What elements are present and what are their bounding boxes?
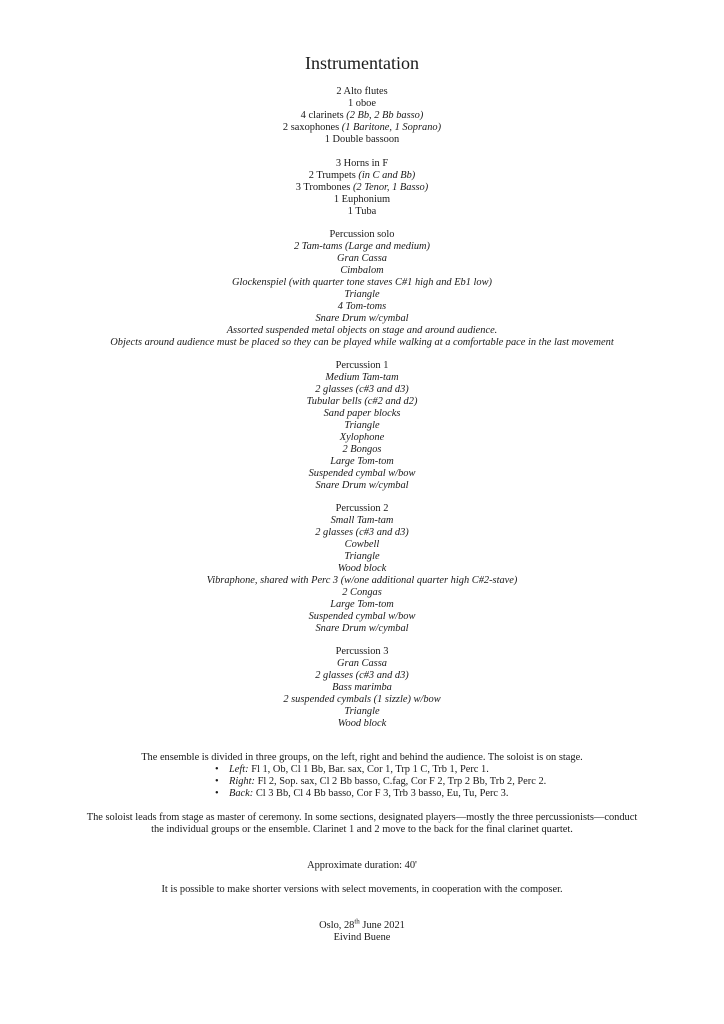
perc-item: Snare Drum w/cymbal <box>315 480 409 491</box>
group-label: Left: <box>229 764 249 775</box>
group-back-item <box>215 788 508 800</box>
group-text: Fl 2, Sop. sax, Cl 2 Bb basso, C.fag, Cor F 2, Trp 2 Bb, Trb 2, Perc 2. <box>254 776 547 787</box>
section-heading: Percussion 2 <box>335 503 389 514</box>
perc-item: Triangle <box>344 551 380 562</box>
woodwind-line: 1 oboe <box>348 98 376 109</box>
perc-item: 2 Tam-tams (Large and medium) <box>293 241 431 252</box>
perc-item: Suspended cymbal w/bow <box>308 611 416 622</box>
instrument-detail: (2 Bb, 2 Bb basso) <box>346 110 424 121</box>
perc-item: Tubular bells (c#2 and d2) <box>306 396 418 407</box>
perc-item: 2 glasses (c#3 and d3) <box>315 670 409 681</box>
woodwind-line: 1 Double bassoon <box>324 134 400 145</box>
perc-item: Medium Tam-tam <box>325 372 399 383</box>
woodwind-line <box>0 110 724 122</box>
brass-line: 3 Horns in F <box>335 158 389 169</box>
group-right-item <box>215 776 546 788</box>
perc-item: Suspended cymbal w/bow <box>308 468 416 479</box>
brass-line: 1 Euphonium <box>333 194 391 205</box>
instrument-name: 4 clarinets <box>300 110 347 121</box>
group-text: Fl 1, Ob, Cl 1 Bb, Bar. sax, Cor 1, Trp 1 C, Trb 1, Perc 1. <box>248 764 489 775</box>
perc-item: Gran Cassa <box>337 658 387 669</box>
perc-item: Cowbell <box>344 539 380 550</box>
page-title: Instrumentation <box>305 53 419 73</box>
group-label: Right: <box>229 776 255 787</box>
perc-item: Sand paper blocks <box>323 408 401 419</box>
instrument-name: 2 saxophones <box>282 122 342 133</box>
perc-item: Vibraphone, shared with Perc 3 (w/one additional quarter high C#2-stave) <box>206 575 518 586</box>
date-superscript: th <box>354 917 360 926</box>
perc-item: 4 Tom-toms <box>337 301 387 312</box>
perc-item: Small Tam-tam <box>330 515 394 526</box>
perc-item: Triangle <box>344 420 380 431</box>
perc-item: Xylophone <box>339 432 385 443</box>
perc-item: Objects around audience must be placed so they can be played while walking at a comfortable pace in the last movement <box>110 337 614 348</box>
perc-item: 2 suspended cymbals (1 sizzle) w/bow <box>283 694 441 705</box>
bullet: • <box>215 788 219 799</box>
perc-item: Wood block <box>337 718 387 729</box>
group-left-item <box>215 764 489 776</box>
perc-item: Assorted suspended metal objects on stage and around audience. <box>226 325 498 336</box>
perc-item: Triangle <box>344 706 380 717</box>
perc-item: Large Tom-tom <box>330 456 394 467</box>
brass-line: 1 Tuba <box>347 206 377 217</box>
brass-line <box>0 170 724 182</box>
instrument-detail: (1 Baritone, 1 Soprano) <box>341 122 442 133</box>
signoff-author: Eivind Buene <box>333 932 391 943</box>
perc-item: Wood block <box>337 563 387 574</box>
perc-item: 2 Bongos <box>342 444 382 455</box>
instrument-name: 3 Trombones <box>295 182 353 193</box>
woodwind-line: 2 Alto flutes <box>336 86 388 97</box>
signoff-date <box>0 917 724 932</box>
brass-line <box>0 182 724 194</box>
perc-item: 2 Congas <box>342 587 382 598</box>
bullet: • <box>215 776 219 787</box>
section-heading: Percussion 1 <box>335 360 389 371</box>
instrument-name: 2 Trumpets <box>308 170 359 181</box>
perc-item: Large Tom-tom <box>330 599 394 610</box>
perc-item: Bass marimba <box>332 682 392 693</box>
instrument-detail: (2 Tenor, 1 Basso) <box>352 182 429 193</box>
section-heading: Percussion 3 <box>335 646 389 657</box>
groups-intro: The ensemble is divided in three groups, on the left, right and behind the audience. The soloist is on stage. <box>141 752 583 763</box>
bullet: • <box>215 764 219 775</box>
perc-item: Triangle <box>344 289 380 300</box>
section-heading: Percussion solo <box>329 229 395 240</box>
group-text: Cl 3 Bb, Cl 4 Bb basso, Cor F 3, Trb 3 basso, Eu, Tu, Perc 3. <box>253 788 509 799</box>
duration: Approximate duration: 40' <box>307 860 417 871</box>
woodwind-line <box>0 122 724 134</box>
perc-item: 2 glasses (c#3 and d3) <box>315 527 409 538</box>
soloist-note: The soloist leads from stage as master of ceremony. In some sections, designated players—mostly the three percussionists—conduct the individual groups or the ensemble. Clarinet 1 and 2 move to the back for the final clarinet quartet. <box>86 812 638 835</box>
perc-item: Glockenspiel (with quarter tone staves C#1 high and Eb1 low) <box>231 277 493 288</box>
perc-item: Snare Drum w/cymbal <box>315 623 409 634</box>
versions-note: It is possible to make shorter versions with select movements, in cooperation with the composer. <box>161 884 563 895</box>
perc-item: Gran Cassa <box>337 253 387 264</box>
perc-item: 2 glasses (c#3 and d3) <box>315 384 409 395</box>
date-text: June 2021 <box>359 920 405 931</box>
group-label: Back: <box>229 788 254 799</box>
perc-item: Snare Drum w/cymbal <box>315 313 409 324</box>
instrument-detail: (in C and Bb) <box>358 170 416 181</box>
date-text: Oslo, 28 <box>319 920 355 931</box>
perc-item: Cimbalom <box>340 265 384 276</box>
